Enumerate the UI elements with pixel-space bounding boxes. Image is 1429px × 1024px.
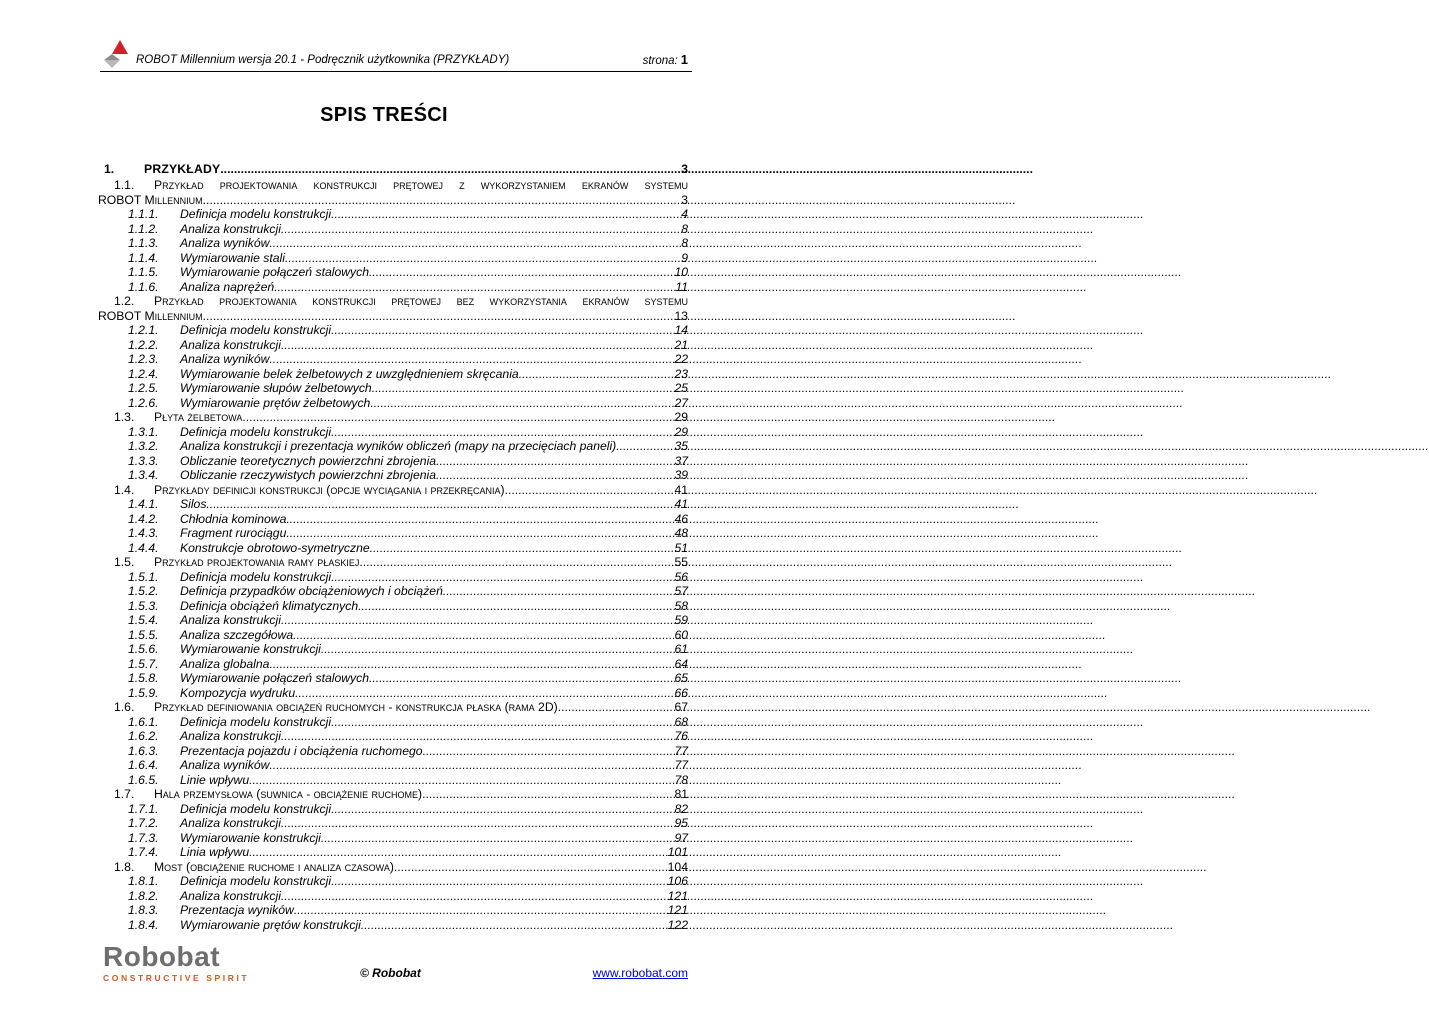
toc-subsection[interactable]: 1.1.6. Analiza naprężeń ..... 11 <box>114 280 688 295</box>
toc-subsection[interactable]: 1.3.2. Analiza konstrukcji i prezentacja wyników obliczeń (mapy na przecięciach paneli) ..... 35 <box>114 439 688 454</box>
header-divider <box>100 71 692 72</box>
page-title: SPIS TREŚCI <box>320 104 448 126</box>
toc-subsection[interactable]: 1.3.3. Obliczanie teoretycznych powierzchni zbrojenia ..... 37 <box>114 454 688 469</box>
toc-subsection[interactable]: 1.1.5. Wymiarowanie połączeń stalowych ..... 10 <box>114 265 688 280</box>
copyright: © Robobat <box>360 966 421 980</box>
toc-subsection[interactable]: 1.7.1. Definicja modelu konstrukcji ..... 82 <box>114 802 688 817</box>
toc-subsection[interactable]: 1.8.3. Prezentacja wyników ..... 121 <box>114 903 688 918</box>
page-footer <box>100 940 692 990</box>
toc-section-1-6[interactable]: 1.6. Przykład definiowania obciążeń ruchomych - konstrukcja płaska (rama 2D) ..... 67 <box>114 700 688 715</box>
toc-subsection[interactable]: 1.8.4. Wymiarowanie prętów konstrukcji ..... 122 <box>114 918 688 933</box>
brand-name: Robobat <box>103 941 221 972</box>
website-link[interactable]: www.robobat.com <box>592 966 688 980</box>
toc-entry-text: PRZYKŁADY <box>144 162 221 176</box>
toc-subsection[interactable]: 1.1.2. Analiza konstrukcji ..... 8 <box>114 222 688 237</box>
toc-section-1-4[interactable]: 1.4. Przykłady definicji konstrukcji (opcje wyciągania i przekręcania) ..... 41 <box>114 483 688 498</box>
toc-subsection[interactable]: 1.2.1. Definicja modelu konstrukcji ..... 14 <box>114 323 688 338</box>
toc-section-1-3[interactable]: 1.3. Płyta żelbetowa ..... 29 <box>114 410 688 425</box>
toc-subsection[interactable]: 1.6.4. Analiza wyników ..... 77 <box>114 758 688 773</box>
toc-subsection[interactable]: 1.6.2. Analiza konstrukcji ..... 76 <box>114 729 688 744</box>
toc-section-1-2-cont[interactable]: ROBOT Millennium ..... 13 <box>98 309 688 324</box>
toc-subsection[interactable]: 1.4.3. Fragment rurociągu ..... 48 <box>114 526 688 541</box>
toc-subsection[interactable]: 1.2.3. Analiza wyników ..... 22 <box>114 352 688 367</box>
toc-subsection[interactable]: 1.1.3. Analiza wyników ..... 8 <box>114 236 688 251</box>
toc-section-1-2[interactable]: 1.2. Przykład projektowania konstrukcji prętowej bez wykorzystania ekranów systemu <box>114 294 688 308</box>
robobat-triangle-logo-icon <box>100 38 134 68</box>
toc-subsection[interactable]: 1.7.4. Linia wpływu ..... 101 <box>114 845 688 860</box>
page-header <box>100 38 692 72</box>
header-page <box>643 52 688 67</box>
toc-subsection[interactable]: 1.2.4. Wymiarowanie belek żelbetowych z uwzględnieniem skręcania ..... 23 <box>114 367 688 382</box>
toc-subsection[interactable]: 1.5.2. Definicja przypadków obciążeniowych i obciążeń ..... 57 <box>114 584 688 599</box>
toc-subsection[interactable]: 1.5.8. Wymiarowanie połączeń stalowych ..... 65 <box>114 671 688 686</box>
toc-subsection[interactable]: 1.6.1. Definicja modelu konstrukcji ..... 68 <box>114 715 688 730</box>
toc-subsection[interactable]: 1.4.1. Silos ..... 41 <box>114 497 688 512</box>
toc-subsection[interactable]: 1.3.4. Obliczanie rzeczywistych powierzchni zbrojenia ..... 39 <box>114 468 688 483</box>
toc-subsection[interactable]: 1.1.1. Definicja modelu konstrukcji ..... 4 <box>114 207 688 222</box>
toc-subsection[interactable]: 1.5.1. Definicja modelu konstrukcji ..... 56 <box>114 570 688 585</box>
toc-subsection[interactable]: 1.5.3. Definicja obciążeń klimatycznych ..... 58 <box>114 599 688 614</box>
toc-chapter-1[interactable]: 1. PRZYKŁADY ..... 3 <box>104 160 688 178</box>
toc-subsection[interactable]: 1.5.7. Analiza globalna ..... 64 <box>114 657 688 672</box>
toc-subsection[interactable]: 1.7.2. Analiza konstrukcji ..... 95 <box>114 816 688 831</box>
page-number: 1 <box>680 52 688 67</box>
toc-section-1-1-cont[interactable]: ROBOT Millennium ..... 3 <box>98 193 688 208</box>
toc-subsection[interactable]: 1.7.3. Wymiarowanie konstrukcji ..... 97 <box>114 831 688 846</box>
toc-subsection[interactable]: 1.1.4. Wymiarowanie stali ..... 9 <box>114 251 688 266</box>
toc-subsection[interactable]: 1.3.1. Definicja modelu konstrukcji ..... 29 <box>114 425 688 440</box>
toc-subsection[interactable]: 1.8.2. Analiza konstrukcji ..... 121 <box>114 889 688 904</box>
toc-subsection[interactable]: 1.6.3. Prezentacja pojazdu i obciążenia ruchomego ..... 77 <box>114 744 688 759</box>
toc-subsection[interactable]: 1.4.2. Chłodnia kominowa ..... 46 <box>114 512 688 527</box>
toc-subsection[interactable]: 1.5.9. Kompozycja wydruku ..... 66 <box>114 686 688 701</box>
header-title: ROBOT Millennium wersja 20.1 - Podręcznik użytkownika (PRZYKŁADY) <box>136 54 510 66</box>
toc-subsection[interactable]: 1.5.6. Wymiarowanie konstrukcji ..... 61 <box>114 642 688 657</box>
toc-subsection[interactable]: 1.5.4. Analiza konstrukcji ..... 59 <box>114 613 688 628</box>
toc-subsection[interactable]: 1.2.2. Analiza konstrukcji ..... 21 <box>114 338 688 353</box>
toc-section-1-5[interactable]: 1.5. Przykład projektowania ramy płaskiej ..... 55 <box>114 555 688 570</box>
table-of-contents <box>98 160 688 932</box>
toc-subsection[interactable]: 1.4.4. Konstrukcje obrotowo-symetryczne ..... 51 <box>114 541 688 556</box>
page-label: strona: <box>642 55 678 67</box>
toc-section-1-8[interactable]: 1.8. Most (obciążenie ruchome i analiza czasowa) ..... 104 <box>114 860 688 875</box>
toc-subsection[interactable]: 1.8.1. Definicja modelu konstrukcji ..... 106 <box>114 874 688 889</box>
toc-subsection[interactable]: 1.2.5. Wymiarowanie słupów żelbetowych ..... 25 <box>114 381 688 396</box>
brand-tagline: CONSTRUCTIVE SPIRIT <box>103 973 250 983</box>
toc-section-1-1[interactable]: 1.1. Przykład projektowania konstrukcji prętowej z wykorzystaniem ekranów systemu <box>114 178 688 192</box>
toc-page-number: 3 <box>681 162 688 176</box>
toc-subsection[interactable]: 1.6.5. Linie wpływu ..... 78 <box>114 773 688 788</box>
toc-subsection[interactable]: 1.2.6. Wymiarowanie prętów żelbetowych ..... 27 <box>114 396 688 411</box>
robobat-logo <box>103 942 249 983</box>
toc-section-1-7[interactable]: 1.7. Hala przemysłowa (suwnica - obciążenie ruchome) ..... 81 <box>114 787 688 802</box>
toc-subsection[interactable]: 1.5.5. Analiza szczegółowa ..... 60 <box>114 628 688 643</box>
